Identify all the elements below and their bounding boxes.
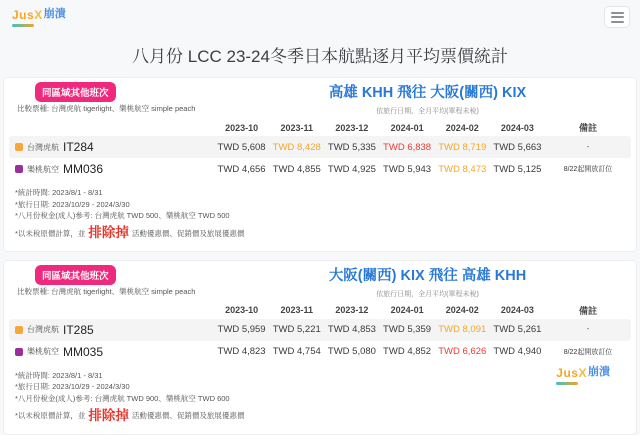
section-header <box>9 81 631 119</box>
airline-name: 台灣虎航 <box>27 325 59 335</box>
logo-subline <box>12 24 34 27</box>
column-header: 2024-02 <box>445 305 479 316</box>
fare-cell: TWD 4,855 <box>272 163 321 175</box>
airline-color-swatch <box>15 326 23 334</box>
fare-cell: TWD 5,959 <box>217 324 266 336</box>
table-row <box>9 341 631 363</box>
flight-number: MM035 <box>63 344 104 359</box>
column-header: 2023-10 <box>225 122 259 133</box>
fare-cell: TWD 4,754 <box>272 346 321 358</box>
airline-name: 樂桃航空 <box>27 347 59 357</box>
footnotes <box>15 187 631 244</box>
fare-cell: TWD 8,473 <box>438 163 487 175</box>
column-header: 備註 <box>578 305 597 316</box>
airline-name: 台灣虎航 <box>27 142 59 152</box>
footnote: *旅行日期: 2023/10/29 - 2024/3/30 <box>15 382 130 392</box>
column-header: 2023-11 <box>280 305 314 316</box>
airline-color-swatch <box>15 165 23 173</box>
flight-number: IT285 <box>63 322 94 337</box>
compare-fare-note: 比較票種: 台灣虎航 tigerlight、樂桃航空 simple peach <box>17 286 196 296</box>
fare-cell: TWD 5,359 <box>383 324 432 336</box>
fare-cell: TWD 4,656 <box>217 163 266 175</box>
table-row <box>9 158 631 180</box>
footer-logo <box>556 365 610 385</box>
exclusion-emphasis: 排除掉 <box>88 224 129 240</box>
fare-cell: TWD 5,261 <box>493 324 542 336</box>
hamburger-menu-icon[interactable] <box>604 6 630 28</box>
column-header: 2023-11 <box>280 122 314 133</box>
footnote: *旅行日期: 2023/10/29 - 2024/3/30 <box>15 199 130 209</box>
fare-cell: TWD 5,663 <box>493 141 542 153</box>
fare-cell: TWD 8,719 <box>438 141 487 153</box>
fare-table-kix-khh <box>3 260 637 435</box>
fare-cell: TWD 5,608 <box>217 141 266 153</box>
footnote: *八月份稅金(成人)參考: 台灣虎航 TWD 900、樂桃航空 TWD 600 <box>15 394 230 404</box>
table-header-row <box>9 302 631 319</box>
column-header: 2023-12 <box>335 122 369 133</box>
fare-cell: TWD 5,335 <box>327 141 376 153</box>
fare-cell: TWD 5,943 <box>383 163 432 175</box>
fare-cell: TWD 4,852 <box>383 346 432 358</box>
same-region-badge[interactable]: 同區域其他班次 <box>35 265 116 285</box>
route-subtitle: 依旅行日期，全月平均(單程未稅) <box>376 108 479 115</box>
column-header: 2023-10 <box>225 305 259 316</box>
remark-cell: 8/22起開放訂位 <box>563 348 613 356</box>
logo-text-en: JusX <box>12 7 43 27</box>
fare-table-khh-kix <box>3 77 637 252</box>
fare-cell: TWD 4,940 <box>493 346 542 358</box>
flight-number: IT284 <box>63 140 94 154</box>
logo-text-en: JusX <box>556 365 587 385</box>
route-title: 高雄 KHH 飛往 大阪(關西) KIX <box>328 85 527 101</box>
table-header-row <box>9 119 631 136</box>
column-header: 2024-01 <box>390 122 424 133</box>
remark-cell: - <box>586 143 590 151</box>
column-header: 2024-01 <box>390 305 424 316</box>
same-region-badge[interactable]: 同區域其他班次 <box>35 82 116 102</box>
fare-cell: TWD 4,823 <box>217 346 266 358</box>
logo-subline <box>556 382 578 385</box>
column-header: 2024-03 <box>500 305 534 316</box>
footnote-exclusion: *以未稅原價計算，並 排除掉 活動優惠價、促銷價及旅展優惠價 <box>15 406 631 427</box>
fare-cell: TWD 8,091 <box>438 324 487 336</box>
fare-cell: TWD 6,626 <box>438 346 487 358</box>
remark-cell: 8/22起開放訂位 <box>563 166 613 173</box>
compare-fare-note: 比較票種: 台灣虎航 tigerlight、樂桃航空 simple peach <box>17 104 196 113</box>
logo-text-zh: 崩潰 <box>588 366 610 378</box>
column-header: 2023-12 <box>335 305 369 316</box>
footnote: *統計時間: 2023/8/1 - 8/31 <box>15 188 103 197</box>
section-header <box>9 264 631 302</box>
airline-name: 樂桃航空 <box>27 164 59 174</box>
footnote: *八月份稅金(成人)參考: 台灣虎航 TWD 500、樂桃航空 TWD 500 <box>15 211 230 221</box>
site-logo[interactable] <box>12 7 66 27</box>
fare-cell: TWD 5,221 <box>272 324 321 336</box>
logo-text-zh: 崩潰 <box>43 8 66 20</box>
route-title: 大阪(關西) KIX 飛往 高雄 KHH <box>328 267 527 284</box>
table-row <box>9 319 631 341</box>
top-bar <box>0 0 640 30</box>
fare-cell: TWD 5,080 <box>327 346 376 358</box>
remark-cell: - <box>586 326 590 334</box>
flight-number: MM036 <box>63 162 104 176</box>
airline-color-swatch <box>15 143 23 151</box>
fare-cell: TWD 4,925 <box>327 163 376 175</box>
exclusion-emphasis: 排除掉 <box>88 407 129 423</box>
fare-cell: TWD 6,838 <box>383 141 432 153</box>
page-title: 八月份 LCC 23-24冬季日本航點逐月平均票價統計 <box>132 47 508 66</box>
footnote: *統計時間: 2023/8/1 - 8/31 <box>15 370 103 380</box>
footnote-exclusion: *以未稅原價計算，並 排除掉 活動優惠價、促銷價及旅展優惠價 <box>15 223 631 244</box>
fare-cell: TWD 5,125 <box>493 163 542 175</box>
route-subtitle: 依旅行日期，全月平均(單程未稅) <box>376 290 479 298</box>
column-header: 2024-02 <box>445 122 479 133</box>
footnotes <box>15 370 631 427</box>
fare-cell: TWD 4,853 <box>327 324 376 336</box>
table-row <box>9 136 631 158</box>
airline-color-swatch <box>15 348 23 356</box>
column-header: 備註 <box>578 123 597 133</box>
column-header: 2024-03 <box>500 122 534 133</box>
fare-cell: TWD 8,428 <box>272 141 321 153</box>
